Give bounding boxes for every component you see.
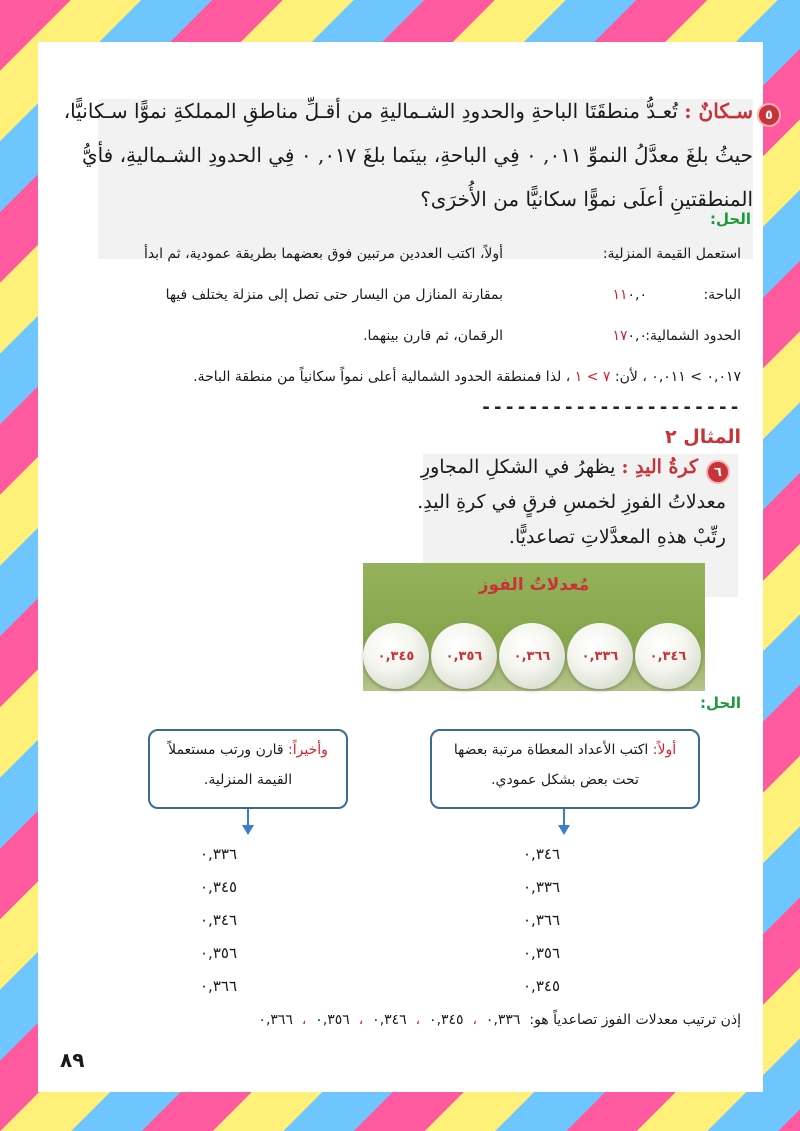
explain-line-2: بمقارنة المنازل من اليسار حتى تصل إلى منزلة يختلف فيها (165, 287, 503, 303)
final-value: ٠,٣٦٦ (258, 1012, 293, 1028)
right-column-value: ٠,٣٥٦ (523, 944, 560, 962)
question-5-box (63, 99, 773, 259)
ball-rate-value: ٠,٣٥٦ (445, 648, 483, 664)
left-column-value: ٠,٣٣٦ (200, 845, 237, 863)
question-6-line-3: رتِّبْ هذهِ المعدَّلاتِ تصاعديًّا. (508, 526, 726, 548)
baha-label: الباحة: (703, 287, 741, 303)
question-5-line-3: المنطقتينِ أعلَى نموًّا سكانيًّا من الأُخرَى؟ (420, 187, 753, 211)
ball-rate (431, 623, 497, 689)
north-value (612, 328, 647, 344)
final-value: ٠,٣٤٦ (372, 1012, 407, 1028)
question-6-line-1 (421, 456, 698, 478)
left-column-value: ٠,٣٤٦ (200, 911, 237, 929)
question-6-line-2: معدلاتُ الفوزِ لخمسِ فرقٍ في كرةِ اليدِ. (417, 491, 726, 513)
final-separator: ، (358, 1012, 364, 1028)
solution-label: الحل: (700, 694, 741, 712)
final-answer-text: إذن ترتيب معدلات الفوز تصاعدياً هو: (529, 1012, 741, 1028)
ball-rate-value: ٠,٣٤٦ (649, 648, 687, 664)
arrow-down-icon (558, 825, 570, 835)
left-column-value: ٠,٣٦٦ (200, 977, 237, 995)
question-5-text-1: تُعـدُّ منطقَتَا الباحةِ والحدودِ الشـماليةِ من أقـلِّ مناطقِ المملكةِ نموًّا سـكانيًّا، (63, 99, 678, 123)
right-column-value: ٠,٣٤٥ (523, 977, 560, 995)
ball-rate-value: ٠,٣٤٥ (377, 648, 415, 664)
north-label: الحدود الشمالية: (645, 328, 741, 344)
ball-rate (499, 623, 565, 689)
question-number-badge: ٥ (757, 103, 781, 127)
use-place-value-text: استعمل القيمة المنزلية: (602, 246, 741, 262)
baha-value (612, 287, 647, 303)
callout-first-text-2: تحت بعض بشكل عمودي. (491, 772, 639, 788)
picture-title: مُعدلاتُ الفوز (478, 575, 590, 595)
question-6-title: كرةُ اليدِ : (621, 456, 698, 478)
callout-first-line-1 (432, 735, 698, 765)
conclusion-end: ، لذا فمنطقة الحدود الشمالية أعلى نمواً سكانياً من منطقة الباحة. (193, 369, 571, 385)
right-column-value: ٠,٣٤٦ (523, 845, 560, 863)
conclusion-inequality: ٧ > ١ (574, 369, 611, 385)
left-column-value: ٠,٣٥٦ (200, 944, 237, 962)
page (38, 42, 773, 1092)
final-separator: ، (415, 1012, 421, 1028)
ball-rate (635, 623, 701, 689)
question-6-text-1: يظهرُ في الشكلِ المجاورِ (420, 456, 616, 478)
question-5-line-1 (64, 99, 753, 123)
callout-last-step (148, 729, 348, 809)
question-number-badge: ٦ (706, 460, 730, 484)
arrow-down-icon (242, 825, 254, 835)
callout-last-line-1 (150, 735, 346, 765)
conclusion-1 (193, 369, 741, 385)
baha-value-prefix: ٠,٠ (627, 287, 647, 303)
callout-last-heading: وأخيراً: (288, 742, 328, 758)
right-column-value: ٠,٣٣٦ (523, 878, 560, 896)
example-2-title: المثال ٢ (665, 426, 741, 448)
callout-last-text-1: قارن ورتب مستعملاً (168, 742, 284, 758)
final-separator: ، (472, 1012, 478, 1028)
question-5-line-2: حيثُ بلغَ معدَّلُ النموِّ ٠١١, ٠ فِي الباحةِ، بينَما بلغَ ٠١٧, ٠ فِي الحدودِ الشـماليةِ، فأيُّ (81, 143, 753, 167)
north-value-digits: ١٧ (612, 328, 628, 344)
callout-last-text-2: القيمة المنزلية. (203, 772, 293, 788)
ball-rate-value: ٠,٣٦٦ (513, 648, 551, 664)
ball-rate (567, 623, 633, 689)
final-answer (258, 1012, 741, 1028)
final-value: ٠,٣٥٦ (315, 1012, 350, 1028)
win-rates-picture (363, 563, 705, 691)
final-value: ٠,٣٤٥ (429, 1012, 464, 1028)
callout-first-heading: أولاً: (652, 742, 677, 758)
conclusion-start: ٠,٠١٧ > ٠,٠١١ ، لأن: (614, 369, 741, 385)
page-number: ٨٩ (60, 1048, 85, 1072)
explain-line-3: الرقمان، ثم قارن بينهما. (363, 328, 503, 344)
ball-rate-value: ٠,٣٣٦ (581, 648, 619, 664)
ball-rate (363, 623, 429, 689)
divider: ---------------------- (480, 397, 741, 418)
baha-value-digits: ١١ (612, 287, 628, 303)
question-5-title: سـكانٌ : (684, 99, 753, 123)
north-value-prefix: ٠,٠ (627, 328, 647, 344)
final-value: ٠,٣٣٦ (485, 1012, 521, 1028)
final-separator: ، (301, 1012, 307, 1028)
solution-label: الحل: (710, 210, 751, 228)
left-column-value: ٠,٣٤٥ (200, 878, 237, 896)
callout-first-text-1: اكتب الأعداد المعطاة مرتبة بعضها (453, 742, 649, 758)
explain-line-1: أولاً، اكتب العددين مرتبين فوق بعضهما بطريقة عمودية، ثم ابدأ (143, 246, 503, 262)
right-column-value: ٠,٣٦٦ (523, 911, 560, 929)
callout-first-step (430, 729, 700, 809)
